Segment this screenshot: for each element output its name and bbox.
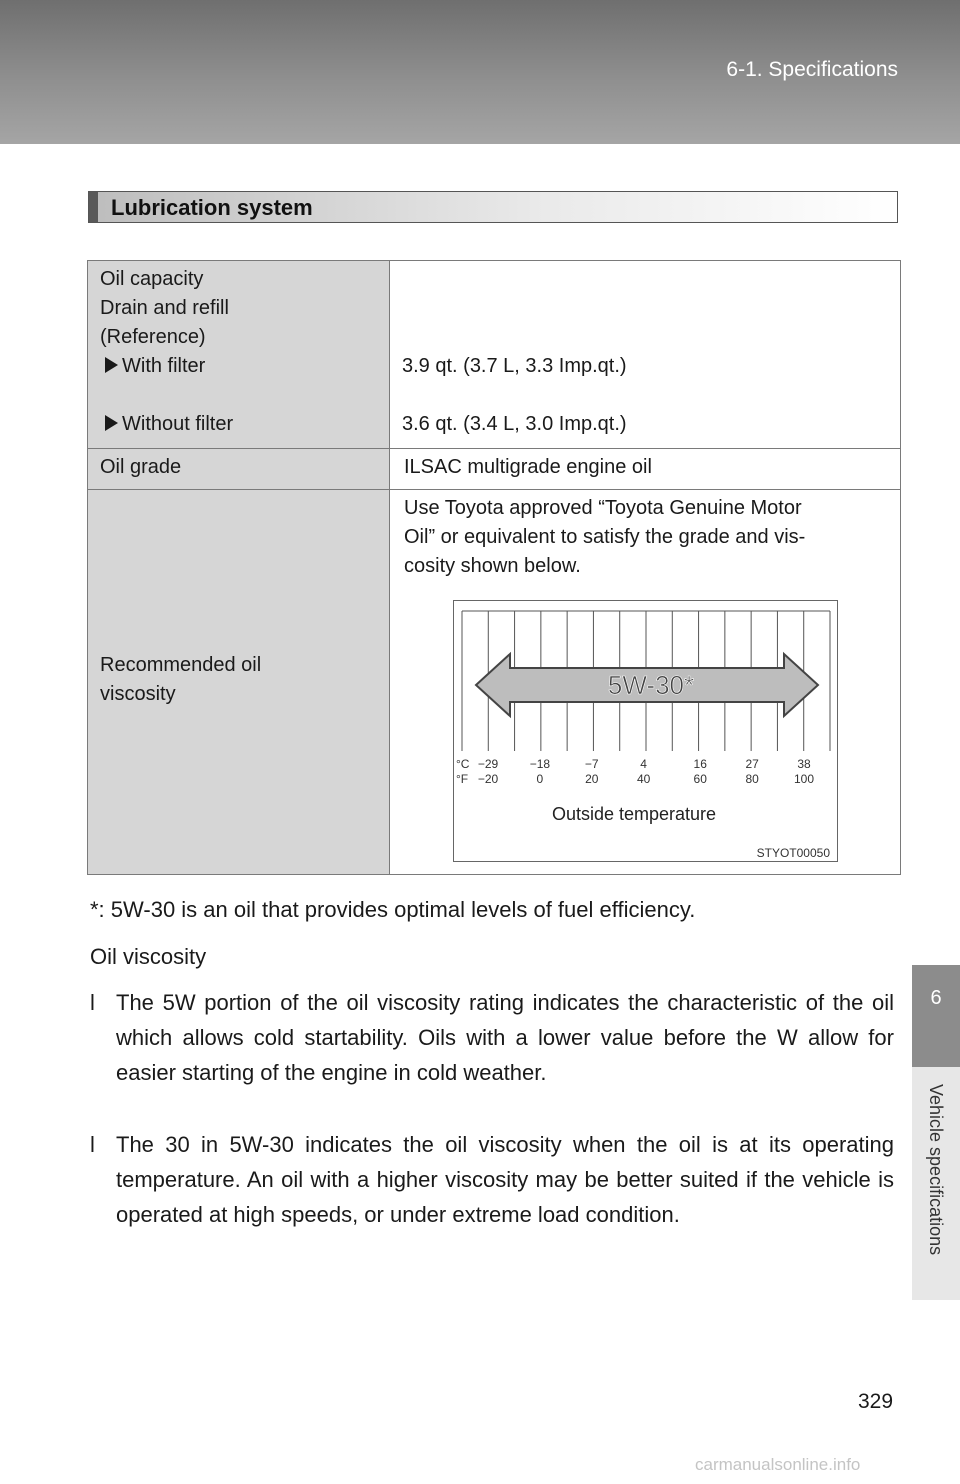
viscosity-label-line: viscosity	[100, 683, 176, 705]
fahrenheit-unit-label: °F	[456, 772, 469, 786]
capacity-label-line: Drain and refill	[100, 297, 229, 319]
x-axis-label: Outside temperature	[551, 804, 717, 824]
tick-label-celsius: −18	[529, 757, 551, 771]
oil-grade-value: ILSAC multigrade engine oil	[404, 456, 652, 478]
side-tab-label: Vehicle specifications	[926, 1084, 946, 1256]
footnote: *: 5W-30 is an oil that provides optimal levels of fuel efficiency.	[90, 897, 696, 922]
without-filter-value: 3.6 qt. (3.4 L, 3.0 Imp.qt.)	[402, 413, 627, 435]
triangle-bullet-icon	[105, 357, 118, 373]
bullet-text: The 5W portion of the oil viscosity rating indicates the characteristic of the oil which allows cold startability. Oils with a lower value before the W allow for easier starting of the engine in cold weather.	[116, 990, 894, 1085]
figure-code: STYOT00050	[756, 846, 830, 860]
viscosity-value-line: Use Toyota approved “Toyota Genuine Motor	[404, 497, 802, 519]
with-filter-label: With filter	[122, 355, 206, 377]
header-section-title: 6-1. Specifications	[726, 58, 898, 81]
tick-label-celsius: 16	[693, 757, 707, 771]
tick-label-celsius: 27	[745, 757, 759, 771]
capacity-label-line: (Reference)	[100, 326, 206, 348]
series-label: 5W-30*	[607, 670, 695, 700]
capacity-label-line: Oil capacity	[100, 268, 204, 290]
row-divider	[88, 448, 900, 449]
tick-label-fahrenheit: 100	[793, 772, 815, 786]
header-band	[0, 0, 960, 144]
tick-label-fahrenheit: −20	[477, 772, 499, 786]
bullet-item	[90, 985, 894, 1090]
tick-label-fahrenheit: 40	[636, 772, 651, 786]
section-title: Lubrication system	[111, 195, 313, 220]
bullet-text: The 30 in 5W-30 indicates the oil viscosity when the oil is at its operating temperature. An oil with a higher viscosity may be better suited if the vehicle is operated at high speeds, or under extreme load condition.	[116, 1132, 894, 1227]
tick-label-fahrenheit: 60	[693, 772, 707, 786]
side-tab	[912, 965, 960, 1067]
viscosity-label-line: Recommended oil	[100, 654, 262, 676]
section-marker	[89, 192, 98, 222]
side-tab-number: 6	[930, 987, 942, 1009]
triangle-bullet-icon	[105, 415, 118, 431]
viscosity-chart-svg	[454, 601, 837, 861]
celsius-unit-label: °C	[456, 757, 470, 771]
bullet-item	[90, 1127, 894, 1232]
bullet-mark: l	[90, 990, 95, 1015]
viscosity-chart	[453, 600, 838, 862]
tick-label-celsius: −29	[477, 757, 499, 771]
tick-label-celsius: 38	[797, 757, 811, 771]
page-number: 329	[858, 1390, 894, 1413]
oil-grade-label: Oil grade	[100, 456, 182, 478]
row-divider	[88, 489, 900, 490]
tick-label-fahrenheit: 0	[536, 772, 544, 786]
without-filter-row-label	[105, 410, 233, 439]
tick-label-fahrenheit: 80	[745, 772, 759, 786]
bullet-mark: l	[90, 1132, 95, 1157]
viscosity-heading: Oil viscosity	[90, 944, 207, 969]
viscosity-value-line: cosity shown below.	[404, 555, 581, 577]
tick-label-celsius: 4	[640, 757, 647, 771]
without-filter-label: Without filter	[122, 413, 234, 435]
watermark: carmanualsonline.info	[695, 1455, 861, 1474]
tick-label-fahrenheit: 20	[585, 772, 599, 786]
with-filter-value: 3.9 qt. (3.7 L, 3.3 Imp.qt.)	[402, 355, 627, 377]
viscosity-value-line: Oil” or equivalent to satisfy the grade and vis-	[404, 526, 806, 548]
tick-label-celsius: −7	[584, 757, 599, 771]
with-filter-row-label	[105, 352, 205, 381]
section-header	[88, 191, 898, 223]
